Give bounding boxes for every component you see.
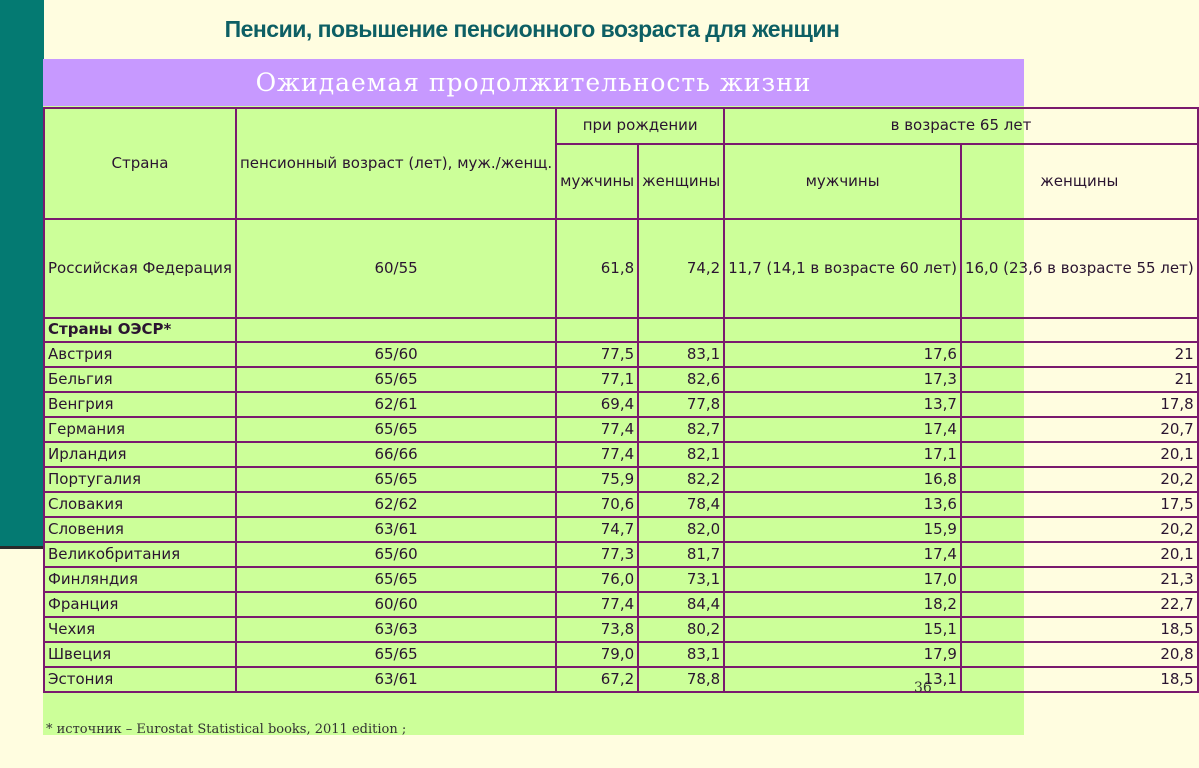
cell-birth-women: 74,2 <box>638 219 724 318</box>
cell-age: 65/65 <box>236 467 556 492</box>
cell-country: Эстония <box>44 667 236 692</box>
table-row <box>44 467 1198 492</box>
cell-65-men: 17,6 <box>724 342 961 367</box>
cell-birth-men: 74,7 <box>556 517 638 542</box>
cell-birth-men: 67,2 <box>556 667 638 692</box>
cell-age: 66/66 <box>236 442 556 467</box>
cell-65-women: 20,1 <box>961 442 1198 467</box>
cell-birth-women: 73,1 <box>638 567 724 592</box>
oecd-label: Страны ОЭСР* <box>44 318 236 342</box>
header-at-birth: при рождении <box>556 108 724 144</box>
cell-65-men: 17,4 <box>724 542 961 567</box>
side-accent-bar <box>0 0 44 548</box>
cell-65-women: 20,2 <box>961 467 1198 492</box>
cell-65-women: 21 <box>961 342 1198 367</box>
header-country: Страна <box>44 108 236 219</box>
cell-age: 65/60 <box>236 542 556 567</box>
cell-65-men: 18,2 <box>724 592 961 617</box>
cell-age: 62/62 <box>236 492 556 517</box>
cell-birth-men: 77,5 <box>556 342 638 367</box>
cell-birth-women: 84,4 <box>638 592 724 617</box>
cell-65-men: 17,3 <box>724 367 961 392</box>
cell-birth-women: 82,7 <box>638 417 724 442</box>
table-row <box>44 417 1198 442</box>
table-row <box>44 392 1198 417</box>
table-row <box>44 617 1198 642</box>
cell-birth-men: 77,4 <box>556 417 638 442</box>
cell-country: Финляндия <box>44 567 236 592</box>
footnote: * источник – Eurostat Statistical books, 2011 edition ; <box>46 722 407 737</box>
cell-country: Российская Федерация <box>44 219 236 318</box>
cell-birth-men: 77,4 <box>556 442 638 467</box>
cell-65-men: 17,9 <box>724 642 961 667</box>
cell-birth-men: 69,4 <box>556 392 638 417</box>
cell-65-women: 21,3 <box>961 567 1198 592</box>
cell-65-men: 15,1 <box>724 617 961 642</box>
cell-country: Великобритания <box>44 542 236 567</box>
table-row <box>44 667 1198 692</box>
cell-country: Словакия <box>44 492 236 517</box>
table-row <box>44 367 1198 392</box>
cell-birth-women: 82,6 <box>638 367 724 392</box>
cell-age: 63/63 <box>236 617 556 642</box>
cell-age: 65/65 <box>236 417 556 442</box>
table-row <box>44 542 1198 567</box>
cell-65-men: 16,8 <box>724 467 961 492</box>
cell-65-women: 20,1 <box>961 542 1198 567</box>
cell-65-men: 15,9 <box>724 517 961 542</box>
header-birth-women: женщины <box>638 144 724 219</box>
table-row <box>44 642 1198 667</box>
cell-65-women: 18,5 <box>961 617 1198 642</box>
cell-age: 63/61 <box>236 517 556 542</box>
table-row <box>44 442 1198 467</box>
cell-country: Португалия <box>44 467 236 492</box>
cell-65-men: 13,6 <box>724 492 961 517</box>
cell-65-women: 18,5 <box>961 667 1198 692</box>
cell-birth-men: 61,8 <box>556 219 638 318</box>
cell-65-men: 13,7 <box>724 392 961 417</box>
table-row <box>44 342 1198 367</box>
cell-65-women: 20,2 <box>961 517 1198 542</box>
header-65-men: мужчины <box>724 144 961 219</box>
cell-birth-women: 80,2 <box>638 617 724 642</box>
cell-age: 65/65 <box>236 567 556 592</box>
header-at-65: в возрасте 65 лет <box>724 108 1198 144</box>
cell-birth-women: 78,4 <box>638 492 724 517</box>
cell-birth-men: 77,4 <box>556 592 638 617</box>
cell-birth-men: 73,8 <box>556 617 638 642</box>
cell-country: Бельгия <box>44 367 236 392</box>
cell-age: 62/61 <box>236 392 556 417</box>
cell-country: Чехия <box>44 617 236 642</box>
cell-birth-women: 83,1 <box>638 342 724 367</box>
cell-country: Германия <box>44 417 236 442</box>
cell-birth-women: 82,0 <box>638 517 724 542</box>
cell-65-women: 20,7 <box>961 417 1198 442</box>
table-banner: Ожидаемая продолжительность жизни <box>43 59 1024 106</box>
cell-age: 65/65 <box>236 367 556 392</box>
table-row-oecd-heading <box>44 318 1198 342</box>
cell-birth-men: 77,3 <box>556 542 638 567</box>
cell-country: Австрия <box>44 342 236 367</box>
cell-65-women: 22,7 <box>961 592 1198 617</box>
table-row <box>44 592 1198 617</box>
cell-birth-men: 70,6 <box>556 492 638 517</box>
cell-birth-women: 78,8 <box>638 667 724 692</box>
cell-65-men: 17,1 <box>724 442 961 467</box>
cell-65-women: 20,8 <box>961 642 1198 667</box>
cell-65-men: 17,4 <box>724 417 961 442</box>
cell-country: Словения <box>44 517 236 542</box>
cell-birth-men: 77,1 <box>556 367 638 392</box>
cell-65-men: 11,7 (14,1 в возрасте 60 лет) <box>724 219 961 318</box>
cell-age: 65/60 <box>236 342 556 367</box>
cell-country: Венгрия <box>44 392 236 417</box>
cell-age: 60/55 <box>236 219 556 318</box>
cell-birth-men: 75,9 <box>556 467 638 492</box>
cell-age: 63/61 <box>236 667 556 692</box>
cell-65-women: 17,5 <box>961 492 1198 517</box>
cell-age: 65/65 <box>236 642 556 667</box>
table-row-russia <box>44 219 1198 318</box>
side-accent-line <box>0 546 44 549</box>
cell-country: Франция <box>44 592 236 617</box>
cell-birth-women: 77,8 <box>638 392 724 417</box>
cell-65-men: 17,0 <box>724 567 961 592</box>
cell-65-women: 16,0 (23,6 в возрасте 55 лет) <box>961 219 1198 318</box>
header-birth-men: мужчины <box>556 144 638 219</box>
data-grid <box>43 107 1199 693</box>
cell-birth-men: 76,0 <box>556 567 638 592</box>
header-65-women: женщины <box>961 144 1198 219</box>
table-row <box>44 492 1198 517</box>
page-number: 36 <box>914 680 932 696</box>
cell-birth-women: 83,1 <box>638 642 724 667</box>
cell-birth-women: 81,7 <box>638 542 724 567</box>
cell-65-women: 17,8 <box>961 392 1198 417</box>
header-pension-age: пенсионный возраст (лет), муж./женщ. <box>236 108 556 219</box>
table-row <box>44 567 1198 592</box>
cell-country: Швеция <box>44 642 236 667</box>
cell-country: Ирландия <box>44 442 236 467</box>
slide-title: Пенсии, повышение пенсионного возраста для женщин <box>224 16 840 42</box>
cell-age: 60/60 <box>236 592 556 617</box>
cell-birth-women: 82,2 <box>638 467 724 492</box>
cell-birth-women: 82,1 <box>638 442 724 467</box>
cell-birth-men: 79,0 <box>556 642 638 667</box>
cell-65-men: 13,1 <box>724 667 961 692</box>
cell-65-women: 21 <box>961 367 1198 392</box>
life-expectancy-table <box>43 59 1194 735</box>
table-row <box>44 517 1198 542</box>
